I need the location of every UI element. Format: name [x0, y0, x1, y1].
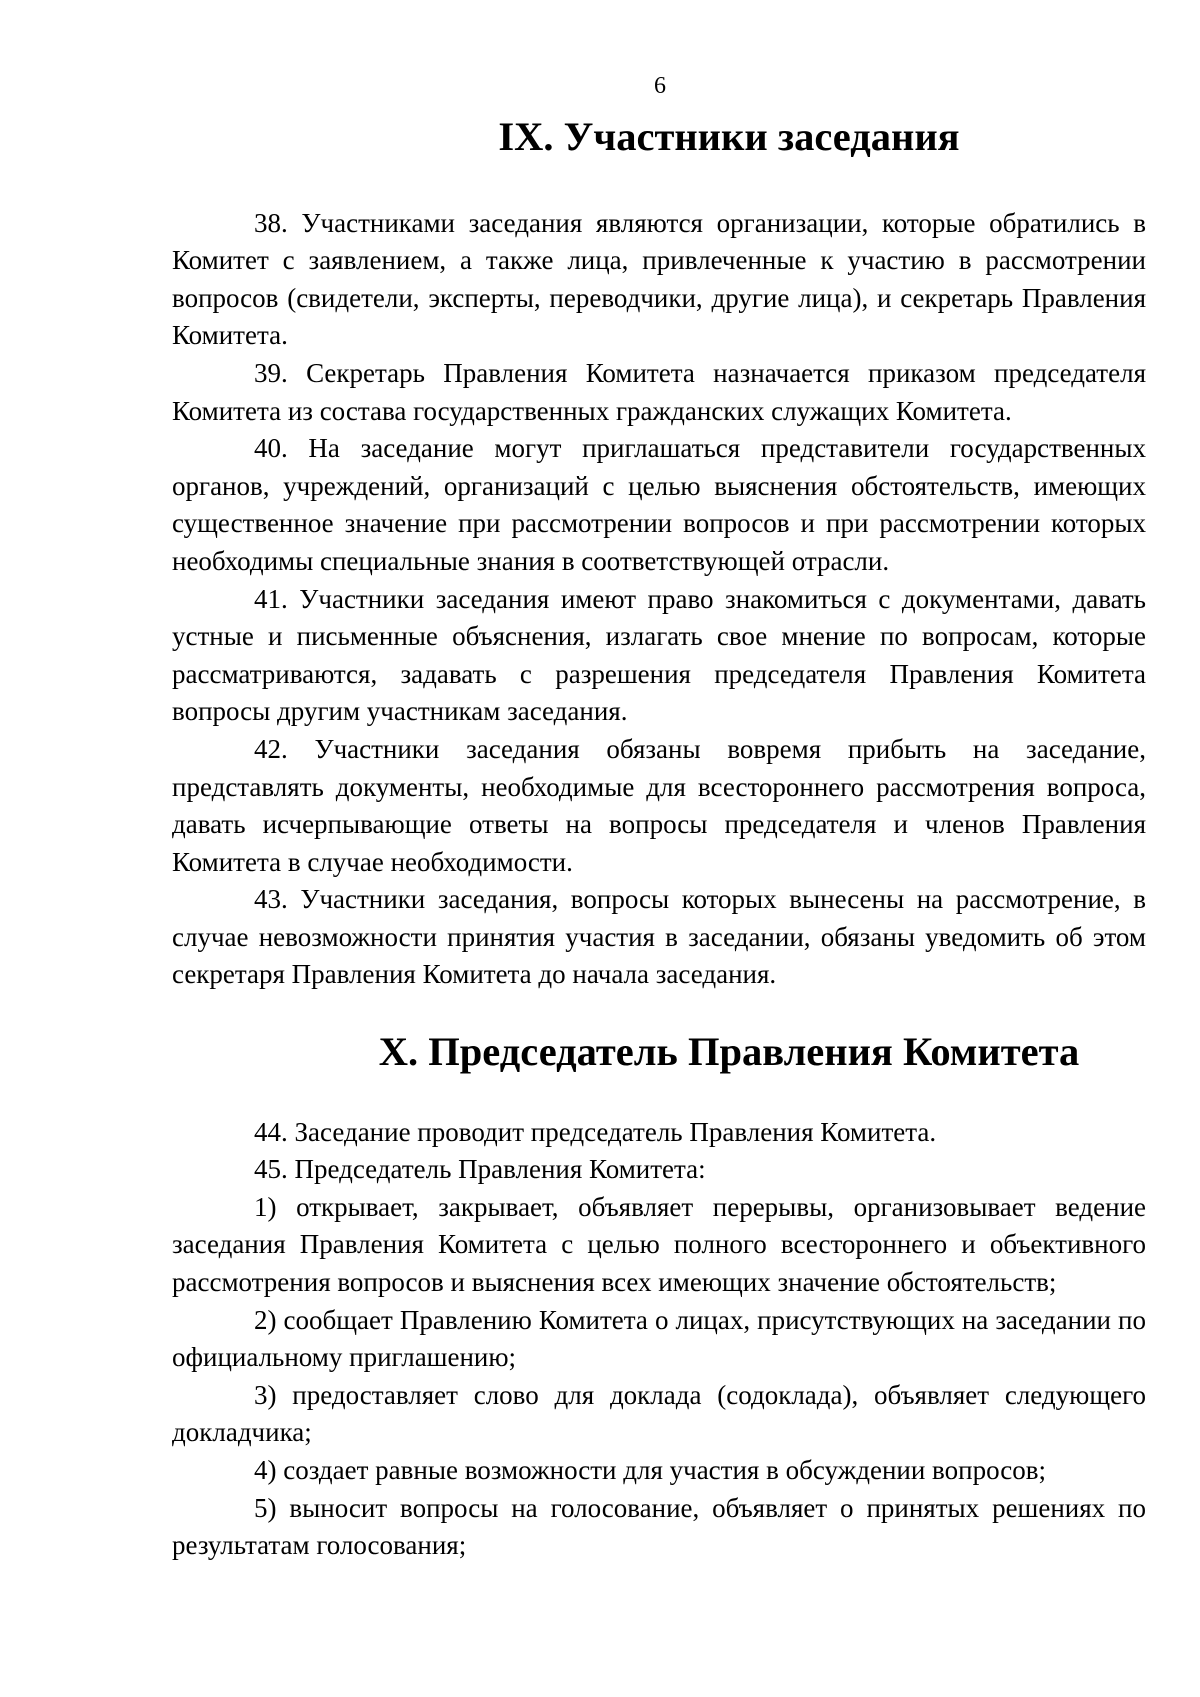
paragraph-40: 40. На заседание могут приглашаться представители государственных органов, учреждений, организаций с целью выяснения обстоятельств, имеющих существенное значение при рассмотрении вопросов и при рассмотрении которых необходимы специальные знания в соответствующей отрасли. [172, 433, 1146, 576]
paragraph-42: 42. Участники заседания обязаны вовремя прибыть на заседание, представлять документы, необходимые для всестороннего рассмотрения вопроса, давать исчерпывающие ответы на вопросы председателя и членов Правления Комитета в случае необходимости. [172, 733, 1146, 877]
section-heading-x: X. Председатель Правления Комитета [378, 1029, 1080, 1075]
list-item-1: 1) открывает, закрывает, объявляет перерывы, организовывает ведение заседания Правления Комитета с целью полного всестороннего и объективного рассмотрения вопросов и выяснения всех имеющих значение обстоятельств; [172, 1191, 1146, 1298]
paragraph-43: 43. Участники заседания, вопросы которых вынесены на рассмотрение, в случае невозможности принятия участия в заседании, обязаны уведомить об этом секретаря Правления Комитета до начала заседания. [172, 884, 1146, 990]
list-item-4: 4) создает равные возможности для участия в обсуждении вопросов; [254, 1455, 1046, 1485]
page-number: 6 [654, 73, 666, 99]
section-heading-ix: IX. Участники заседания [498, 114, 960, 159]
list-item-5: 5) выносит вопросы на голосование, объявляет о принятых решениях по результатам голосования; [172, 1492, 1146, 1561]
paragraph-39: 39. Секретарь Правления Комитета назначается приказом председателя Комитета из состава государственных гражданских служащих Комитета. [172, 357, 1146, 426]
list-item-3: 3) предоставляет слово для доклада (содоклада), объявляет следующего докладчика; [172, 1379, 1146, 1448]
document-body [172, 114, 1146, 1565]
paragraph-41: 41. Участники заседания имеют право знакомиться с документами, давать устные и письменные объяснения, излагать свое мнение по вопросам, которые рассматриваются, задавать с разрешения председателя Правления Комитета вопросы другим участникам заседания. [172, 583, 1146, 727]
paragraph-38: 38. Участниками заседания являются организации, которые обратились в Комитет с заявлением, а также лица, привлеченные к участию в рассмотрении вопросов (свидетели, эксперты, переводчики, другие лица), и секретарь Правления Комитета. [172, 207, 1146, 351]
paragraph-44: 44. Заседание проводит председатель Правления Комитета. [254, 1116, 937, 1147]
list-item-2: 2) сообщает Правлению Комитета о лицах, присутствующих на заседании по официальному приглашению; [172, 1304, 1146, 1373]
paragraph-45: 45. Председатель Правления Комитета: [254, 1154, 706, 1185]
